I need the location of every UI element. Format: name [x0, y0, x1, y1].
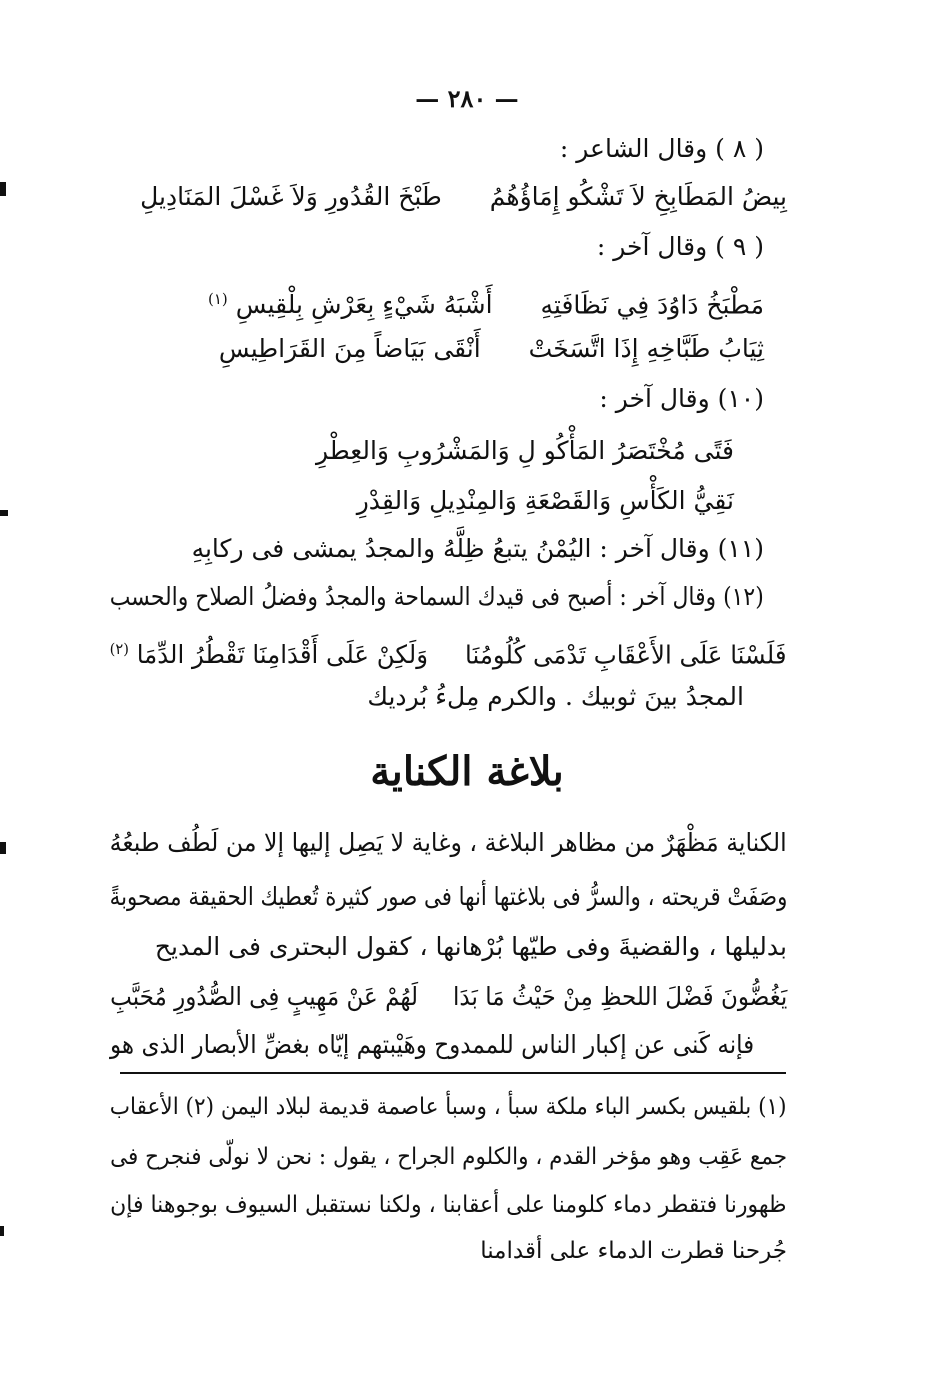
verse-hemistich-right: يَغُضُّونَ فَضْلَ اللحظِ مِنْ حَيْثُ مَا بَدَا [452, 982, 787, 1011]
verse-hemistich-left: طَبْخَ القُدُورِ وَلاَ غَسْلَ المَنَادِيلِ [140, 182, 442, 211]
footnote-marker: (١) [207, 290, 228, 308]
poem-11-line: (١١) وقال آخر : اليُمْنُ يتبعُ ظِلَّهُ والمجدُ يمشى فى ركابِهِ [191, 534, 764, 563]
section-title: بلاغة الكناية [370, 748, 564, 795]
scan-mark [0, 842, 6, 854]
poem-9-heading: ( ٩ ) وقال آخر : [596, 232, 764, 261]
verse-hemistich-left: أَنْقَى بَيَاضاً مِنَ القَرَاطِيسِ [218, 334, 481, 363]
footnote-line-4: جُرحنا قطرت الدماء على أقدامنا [480, 1238, 787, 1264]
verse-hemistich-left: وَلَكِنْ عَلَى أَقْدَامِنَا تَقْطُرُ الدِّمَا [137, 640, 429, 670]
verse-hemistich-right: فَلَسْنَا عَلَى الأَعْقَابِ تَدْمَى كُلُومُنَا [465, 640, 787, 670]
body-line-5: فإنه كَنى عن إكبار الناس للممدوح وهَيْبتهم إيّاه بغضِّ الأبصار الذى هو [109, 1030, 754, 1059]
poem-10-verse-2: نَقِيُّ الكَأْسِ وَالقَصْعَةِ وَالمِنْدِيلِ وَالقِدْرِ [356, 486, 734, 515]
footnote-line-3: ظهورنا فتقطر دماء كلومنا على أعقابنا ، ولكنا نستقبل السيوف بوجوهنا فإن [110, 1192, 787, 1218]
verse-hemistich-right: ثِيَابُ طَبَّاخِهِ إِذَا اتَّسَخَتْ [528, 334, 764, 363]
poem-10-verse-1: فَتًى مُخْتَصَرُ المَأْكُو لِ وَالمَشْرُوبِ وَالعِطْرِ [315, 436, 734, 465]
body-line-1: الكناية مَظْهَرٌ من مظاهر البلاغة ، وغاية لا يَصِل إليها إلا من لَطُف طبعُهُ [110, 828, 787, 857]
poem-10-heading: (١٠) وقال آخر : [599, 384, 764, 413]
verse-hemistich-left: أَشْبَهُ شَيْءٍ بِعَرْشِ بِلْقِيسِ [235, 290, 493, 320]
verse-hemistich-left: لَهُمْ عَنْ مَهِيبٍ فِى الصُّدُورِ مُحَبَّبِ [109, 982, 418, 1011]
poem-9-verse-1 [208, 282, 764, 322]
body-line-3: بدليلها ، والقضيةَ وفى طيّها بُرْهانها ، كقول البحترى فى المديح [154, 932, 787, 961]
poem-8-verse [117, 180, 787, 214]
page-number: — ٢٨٠ — [415, 84, 519, 113]
body-verse [110, 980, 787, 1014]
poem-12-line-3: المجدُ بينَ ثوبيك . والكرم مِلءُ بُرديك [367, 682, 744, 711]
poem-8-heading: ( ٨ ) وقال الشاعر : [559, 134, 764, 163]
poem-12-verse [110, 632, 787, 672]
footnote-line-2: جمع عَقِب وهو مؤخر القدم ، والكلوم الجراح ، يقول : نحن لا نولّى فنجرح فى [109, 1144, 787, 1170]
poem-12-line-1: (١٢) وقال آخر : أصبح فى قيدك السماحة والمجدُ وفضلُ الصلاح والحسب [109, 582, 764, 611]
verse-hemistich-right: مَطْبَخُ دَاوُدَ فِي نَظَافَتِهِ [540, 290, 764, 320]
poem-9-verse-2 [219, 332, 764, 366]
footnote-marker: (٢) [110, 640, 130, 658]
footnote-divider [120, 1072, 786, 1074]
scan-mark [0, 510, 8, 516]
verse-hemistich-right: بِيضُ المَطَابِخِ لاَ تَشْكُو إِمَاؤُهُمُ [489, 182, 787, 211]
scan-mark [0, 1226, 4, 1236]
footnote-line-1: (١) بلقيس بكسر الباء ملكة سبأ ، وسبأ عاصمة قديمة لبلاد اليمن (٢) الأعقاب [110, 1094, 787, 1120]
body-line-2: وصَفَتْ قريحته ، والسرُّ فى بلاغتها أنها فى صور كثيرة تُعطيك الحقيقة مصحوبةً [109, 882, 787, 911]
scan-mark [0, 182, 6, 196]
